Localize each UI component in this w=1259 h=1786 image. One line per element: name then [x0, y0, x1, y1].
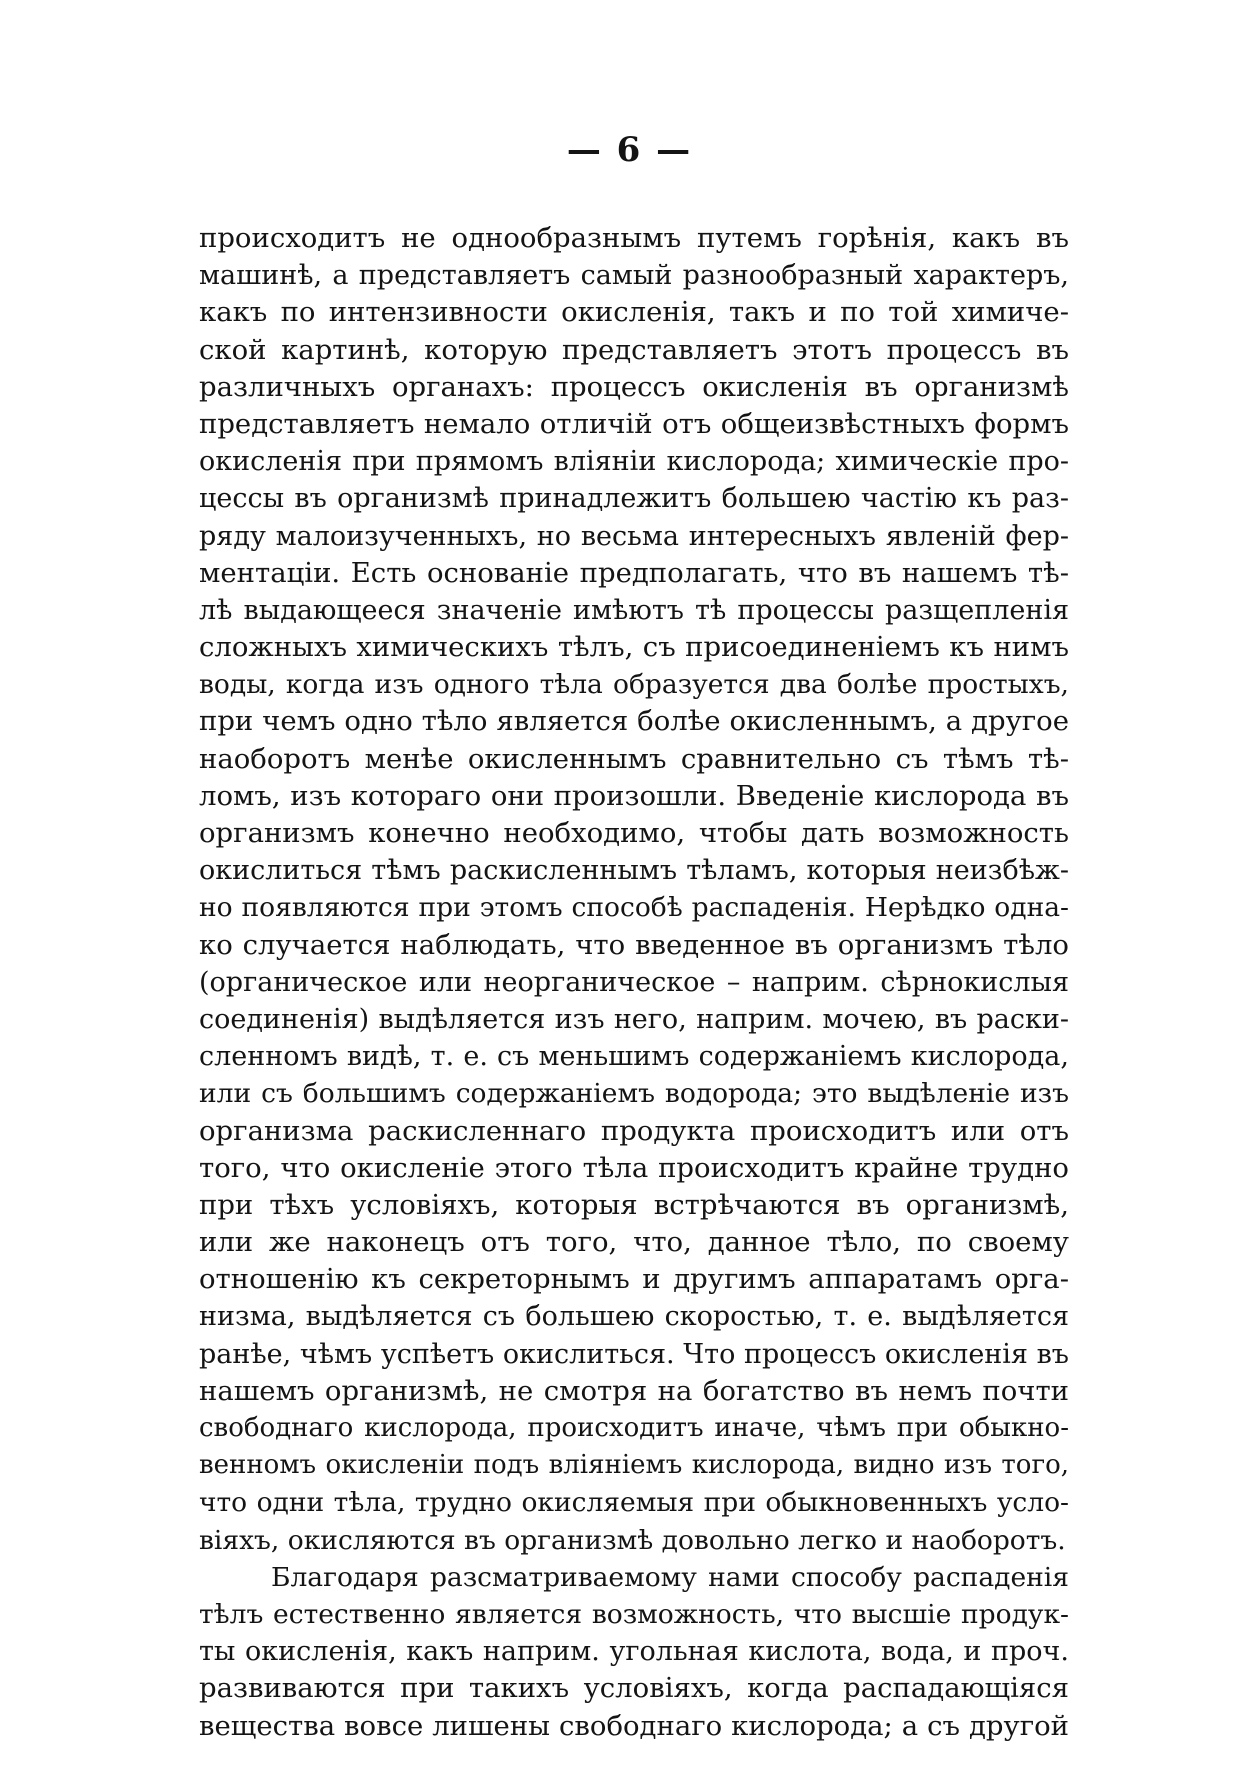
- text-line: происходитъ не однообразнымъ путемъ горѣнія, какъ въ: [199, 222, 1069, 254]
- text-line: (органическое или неорганическое – наприм. сѣрнокислыя: [199, 966, 1069, 998]
- text-line: какъ по интензивности окисленія, такъ и по той химиче-: [199, 296, 1069, 329]
- text-line: окисленія при прямомъ вліяніи кислорода; химическіе про-: [199, 446, 1069, 478]
- text-line: тѣлъ естественно является возможность, что высшіе продук-: [199, 1598, 1069, 1630]
- body-text: [199, 220, 1069, 1745]
- text-line: низма, выдѣляется съ большею скоростью, т. е. выдѣляется: [199, 1301, 1069, 1333]
- text-line: ко случается наблюдать, что введенное въ организмъ тѣло: [199, 928, 1069, 961]
- text-line: развиваются при такихъ условіяхъ, когда распадающіяся: [199, 1672, 1069, 1705]
- text-line: но появляются при этомъ способѣ распаденія. Нерѣдко одна-: [199, 892, 1069, 924]
- text-line: нашемъ организмѣ, не смотря на богатство въ немъ почти: [199, 1374, 1069, 1407]
- text-line: ты окисленія, какъ наприм. угольная кислота, вода, и проч.: [199, 1636, 1069, 1668]
- text-line: организма раскисленнаго продукта происходитъ или отъ: [199, 1114, 1069, 1147]
- text-line: венномъ окисленіи подъ вліяніемъ кислорода, видно изъ того,: [199, 1450, 1069, 1481]
- text-line: при тѣхъ условіяхъ, которыя встрѣчаются въ организмѣ,: [199, 1188, 1069, 1221]
- text-line: машинѣ, а представляетъ самый разнообразный характеръ,: [199, 260, 1069, 292]
- text-line: или съ большимъ содержаніемъ водорода; это выдѣленіе изъ: [199, 1078, 1069, 1110]
- text-line: различныхъ органахъ: процессъ окисленія въ организмѣ: [199, 370, 1069, 403]
- text-line: цессы въ организмѣ принадлежитъ большею частію къ раз-: [199, 483, 1069, 515]
- text-line: віяхъ, окисляются въ организмѣ довольно легко и наоборотъ.: [199, 1524, 1066, 1556]
- text-line: при чемъ одно тѣло является болѣе окисленнымъ, а другое: [199, 705, 1069, 738]
- text-line: организмъ конечно необходимо, чтобы дать возможность: [199, 817, 1069, 849]
- text-line: ломъ, изъ котораго они произошли. Введеніе кислорода въ: [199, 779, 1069, 812]
- text-line: или же наконецъ отъ того, что, данное тѣло, по своему: [199, 1226, 1069, 1259]
- text-line: сложныхъ химическихъ тѣлъ, съ присоединеніемъ къ нимъ: [199, 631, 1069, 664]
- text-line: отношенію къ секреторнымъ и другимъ аппаратамъ орга-: [199, 1263, 1069, 1296]
- text-line: ряду малоизученныхъ, но весьма интересныхъ явленій фер-: [199, 520, 1069, 552]
- text-line: Благодаря разсматриваемому нами способу распаденія: [271, 1561, 1069, 1593]
- text-line: того, что окисленіе этого тѣла происходитъ крайне трудно: [199, 1151, 1069, 1184]
- text-line: ментаціи. Есть основаніе предполагать, что въ нашемъ тѣ-: [199, 556, 1069, 589]
- text-line: окислиться тѣмъ раскисленнымъ тѣламъ, которыя неизбѣж-: [199, 855, 1069, 887]
- text-line: ской картинѣ, которую представляетъ этотъ процессъ въ: [199, 333, 1069, 366]
- text-line: вещества вовсе лишены свободнаго кислорода; а съ другой: [199, 1709, 1069, 1742]
- text-line: представляетъ немало отличій отъ общеизвѣстныхъ формъ: [199, 407, 1069, 440]
- text-line: ранѣе, чѣмъ успѣетъ окислиться. Что процессъ окисленія въ: [199, 1338, 1069, 1370]
- text-line: свободнаго кислорода, происходитъ иначе, чѣмъ при обыкно-: [199, 1413, 1069, 1443]
- text-line: лѣ выдающееся значеніе имѣютъ тѣ процессы разщепленія: [199, 594, 1069, 626]
- text-line: сленномъ видѣ, т. е. съ меньшимъ содержаніемъ кислорода,: [199, 1041, 1069, 1073]
- text-line: наоборотъ менѣе окисленнымъ сравнительно съ тѣмъ тѣ-: [199, 742, 1069, 775]
- text-line: что одни тѣла, трудно окисляемыя при обыкновенныхъ усло-: [199, 1487, 1069, 1519]
- text-line: соединенія) выдѣляется изъ него, наприм. мочею, въ раски-: [199, 1003, 1069, 1035]
- text-line: воды, когда изъ одного тѣла образуется два болѣе простыхъ,: [199, 669, 1069, 701]
- page-number: — 6 —: [566, 130, 693, 170]
